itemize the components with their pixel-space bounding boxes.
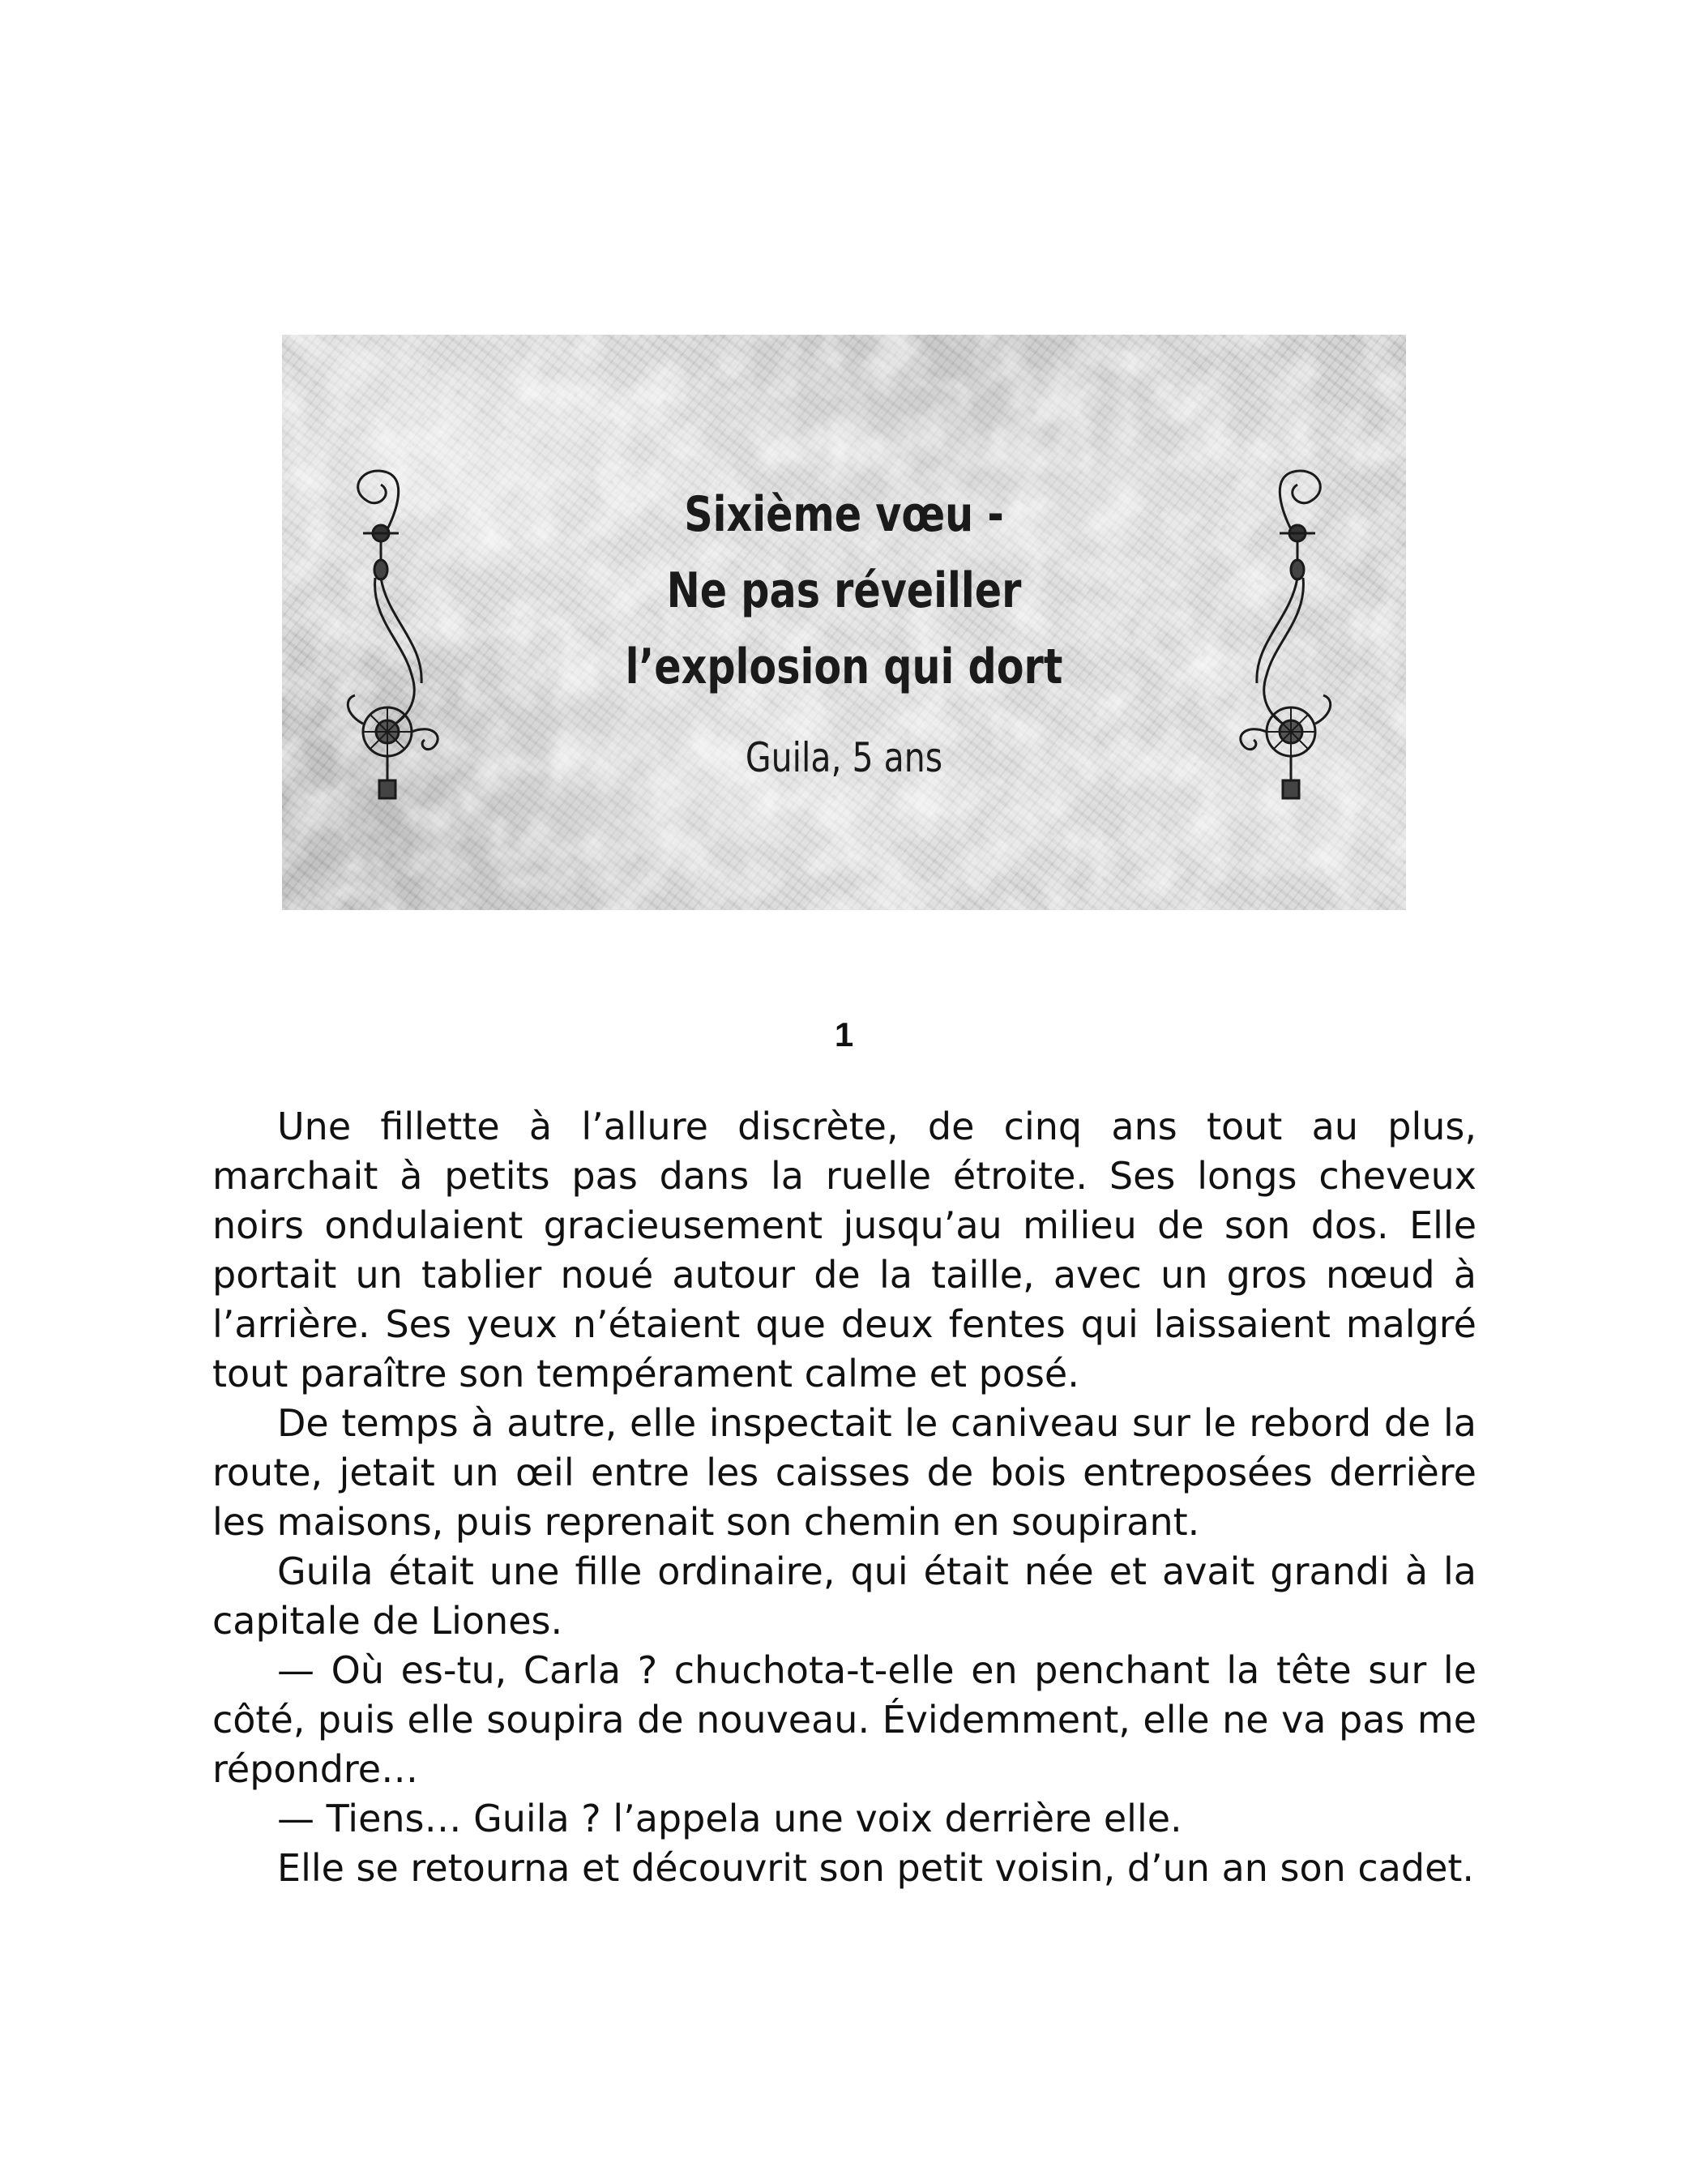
chapter-title xyxy=(383,477,1305,705)
paragraph: — Où es-tu, Carla ? chuchota-t-elle en penchant la tête sur le côté, puis elle soupira de nouveau. Évidemment, elle ne va pas me répondre… xyxy=(212,1648,1476,1791)
section-number: 1 xyxy=(834,1015,854,1054)
paragraph: — Tiens… Guila ? l’appela une voix derrière elle. xyxy=(277,1797,1182,1840)
paragraph: Guila était une fille ordinaire, qui était née et avait grandi à la capitale de Liones. xyxy=(212,1549,1476,1643)
body-text xyxy=(212,1102,1476,1893)
chapter-title-line: Sixième vœu - xyxy=(684,486,1004,543)
paragraph: De temps à autre, elle inspectait le caniveau sur le rebord de la route, jetait un œil entre les caisses de bois entreposées derrière les maisons, puis reprenait son chemin en soupirant. xyxy=(212,1401,1476,1544)
chapter-header-banner xyxy=(282,335,1406,910)
paragraph: Une fillette à l’allure discrète, de cinq ans tout au plus, marchait à petits pas dans la ruelle étroite. Ses longs cheveux noirs ondulaient gracieusement jusqu’au milieu de son dos. Elle portait un tablier noué autour de la taille, avec un gros nœud à l’arrière. Ses yeux n’étaient que deux fentes qui laissaient malgré tout paraître son tempérament calme et posé. xyxy=(212,1105,1476,1395)
chapter-title-line: l’explosion qui dort xyxy=(625,639,1063,695)
chapter-subtitle: Guila, 5 ans xyxy=(745,734,943,781)
paragraph: Elle se retourna et découvrit son petit voisin, d’un an son cadet. xyxy=(277,1846,1475,1890)
chapter-title-line: Ne pas réveiller xyxy=(666,562,1022,619)
